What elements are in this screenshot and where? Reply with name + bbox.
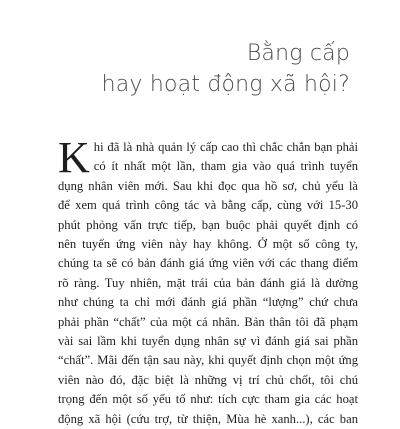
drop-cap: K xyxy=(58,133,90,182)
text-line: phút phỏng vấn trực tiếp, bạn buộc phải quyết định có xyxy=(58,217,358,232)
text-line: vài sai lầm khi tuyển dụng nhân sự vì đánh giá sai phần xyxy=(58,334,358,349)
text-line: nên tuyển ứng viên này hay không. Ở một số công ty, xyxy=(58,237,358,252)
chapter-title-line-2: hay hoạt động xã hội? xyxy=(101,72,350,97)
text-line: “chất”. Mãi đến tận sau này, khi quyết định chọn một ứng xyxy=(58,353,358,368)
text-line: để xem quá trình công tác và bằng cấp, cùng với 15-30 xyxy=(58,198,358,213)
text-line: rõ ràng. Tuy nhiên, mặt trái của bản đánh giá là dường xyxy=(58,275,358,290)
text-line: có ít nhất một lần, tham gia vào quá trình tuyển xyxy=(93,159,358,174)
text-line: trọng đến một số yếu tố như: tích cực tham gia các hoạt xyxy=(58,392,358,407)
text-line: phải phần “chất” của một cá nhân. Bản thân tôi đã phạm xyxy=(58,314,358,329)
text-line: như chúng ta chỉ mới đánh giá phần “lượng” chứ chưa xyxy=(58,295,358,310)
text-line: động xã hội (cứu trợ, từ thiện, Mùa hè xanh...), các ban xyxy=(58,411,358,426)
text-line: viên nào đó, đặc biệt là những vị trí chủ chốt, tôi chú xyxy=(58,372,358,387)
chapter-title-line-1: Bằng cấp xyxy=(246,41,350,66)
body-paragraph xyxy=(58,133,358,429)
text-line: hi đã là nhà quản lý cấp cao thì chắc chắn bạn phải xyxy=(93,140,358,154)
chapter-title xyxy=(102,40,350,102)
text-line: chúng ta sẽ có bản đánh giá ứng viên với các thang điểm xyxy=(58,256,358,271)
text-line: dụng nhân viên mới. Sau khi đọc qua hồ sơ, chủ yếu là xyxy=(58,178,358,193)
